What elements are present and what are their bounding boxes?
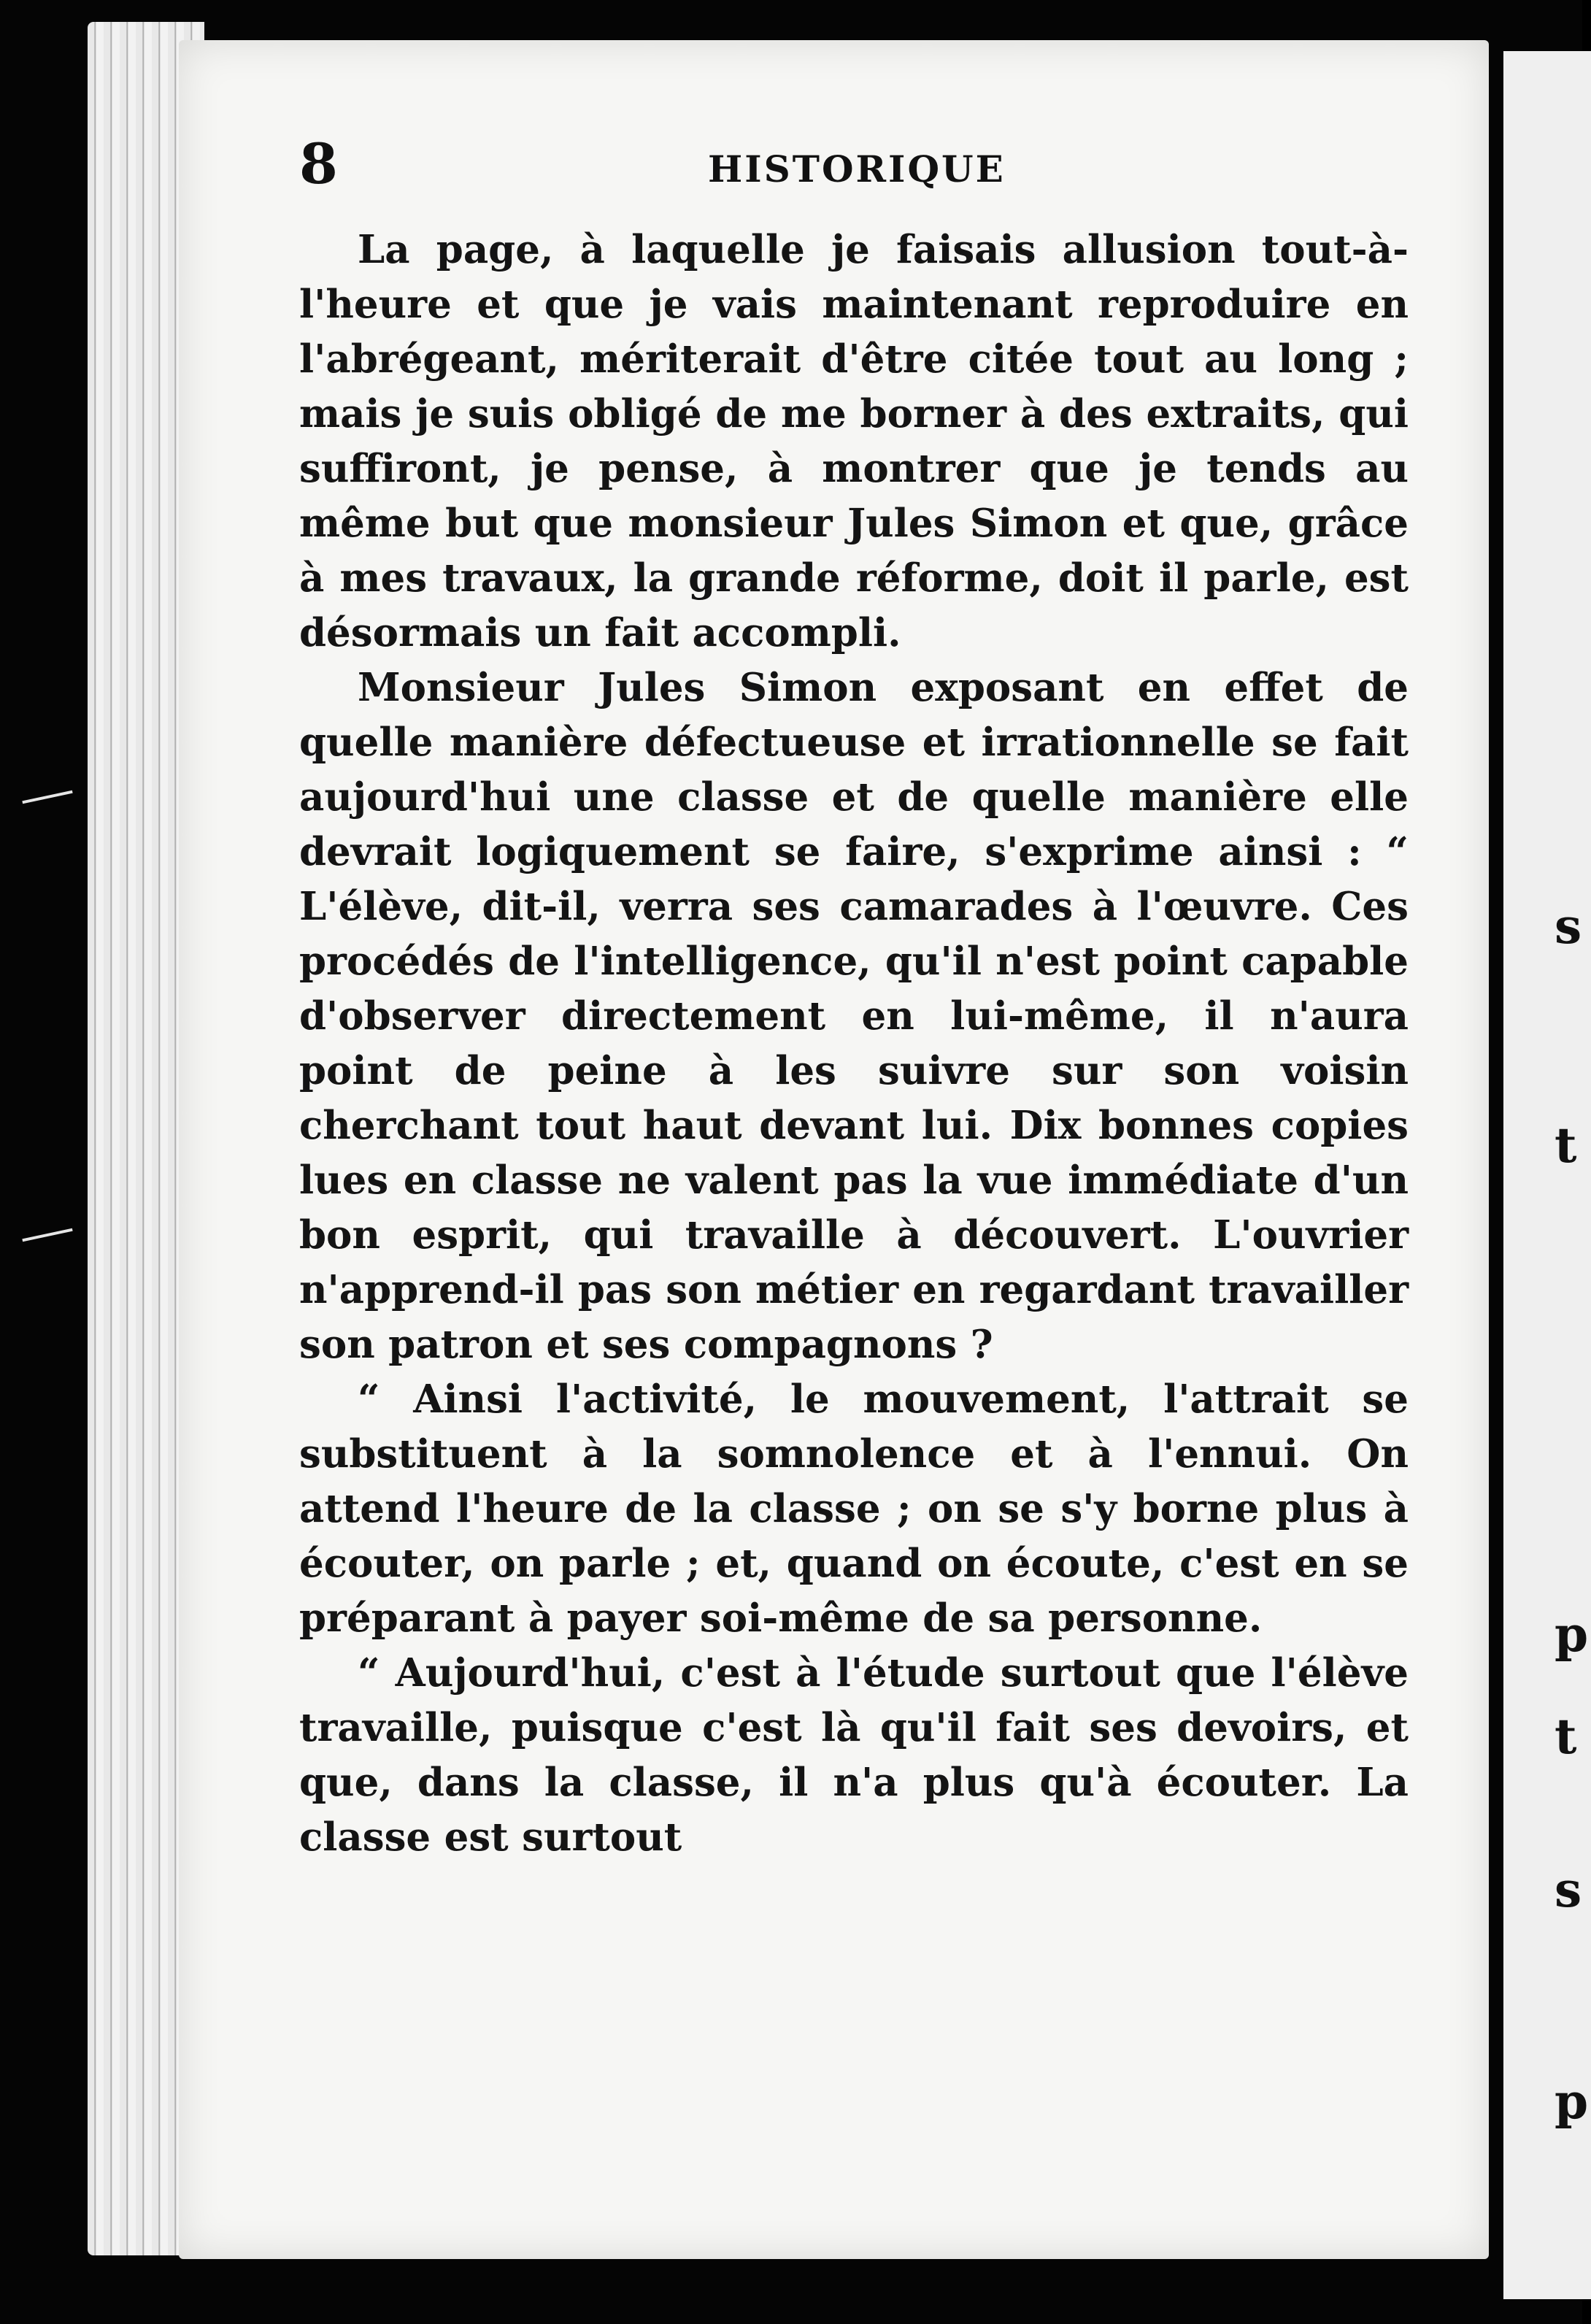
facing-page-fragment: p [1555,1606,1589,1663]
body-text [299,223,1409,1865]
running-title: HISTORIQUE [708,147,1006,191]
facing-page-fragment: s [1555,1861,1582,1918]
page-header [299,131,1409,197]
scan-artifact-mark [22,790,72,804]
page-number: 8 [299,131,338,196]
paragraph: Monsieur Jules Simon exposant en effet de quelle manière défectueuse et irrationnelle se fait aujourd'hui une classe et de quelle manière elle devrait logiquement se faire, s'exprime ainsi : “ L'élève, dit-il, verra ses camarades à l'œuvre. Ces procédés de l'intelligence, qu'il n'est point capable d'observer directement en lui-même, il n'aura point de peine à les suivre sur son voisin cherchant tout haut devant lui. Dix bonnes copies lues en classe ne valent pas la vue immédiate d'un bon esprit, qui travaille à découvert. L'ouvrier n'apprend-il pas son métier en regardant travailler son patron et ses compagnons ? [299,665,1409,1367]
paragraph: La page, à laquelle je faisais allusion tout-à-l'heure et que je vais maintenant reproduire en l'abrégeant, mériterait d'être citée tout au long ; mais je suis obligé de me borner à des extraits, qui suffiront, je pense, à montrer que je tends au même but que monsieur Jules Simon et que, grâce à mes travaux, la grande réforme, doit il parle, est désormais un fait accompli. [299,227,1409,655]
scan-artifact-mark [22,1228,72,1242]
facing-page-edge [1503,51,1591,2299]
facing-page-fragment: t [1555,1708,1577,1765]
paragraph: “ Aujourd'hui, c'est à l'étude surtout que l'élève travaille, puisque c'est là qu'il fait ses devoirs, et que, dans la classe, il n'a plus qu'à écouter. La classe est surtout [299,1650,1409,1860]
facing-page-fragment: t [1555,1117,1577,1174]
facing-page-fragment: s [1555,898,1582,955]
facing-page-fragment: p [1555,2073,1589,2130]
paragraph: “ Ainsi l'activité, le mouvement, l'attrait se substituent à la somnolence et à l'ennui. On attend l'heure de la classe ; on se s'y borne plus à écouter, on parle ; et, quand on écoute, c'est en se préparant à payer soi-même de sa personne. [299,1377,1409,1641]
